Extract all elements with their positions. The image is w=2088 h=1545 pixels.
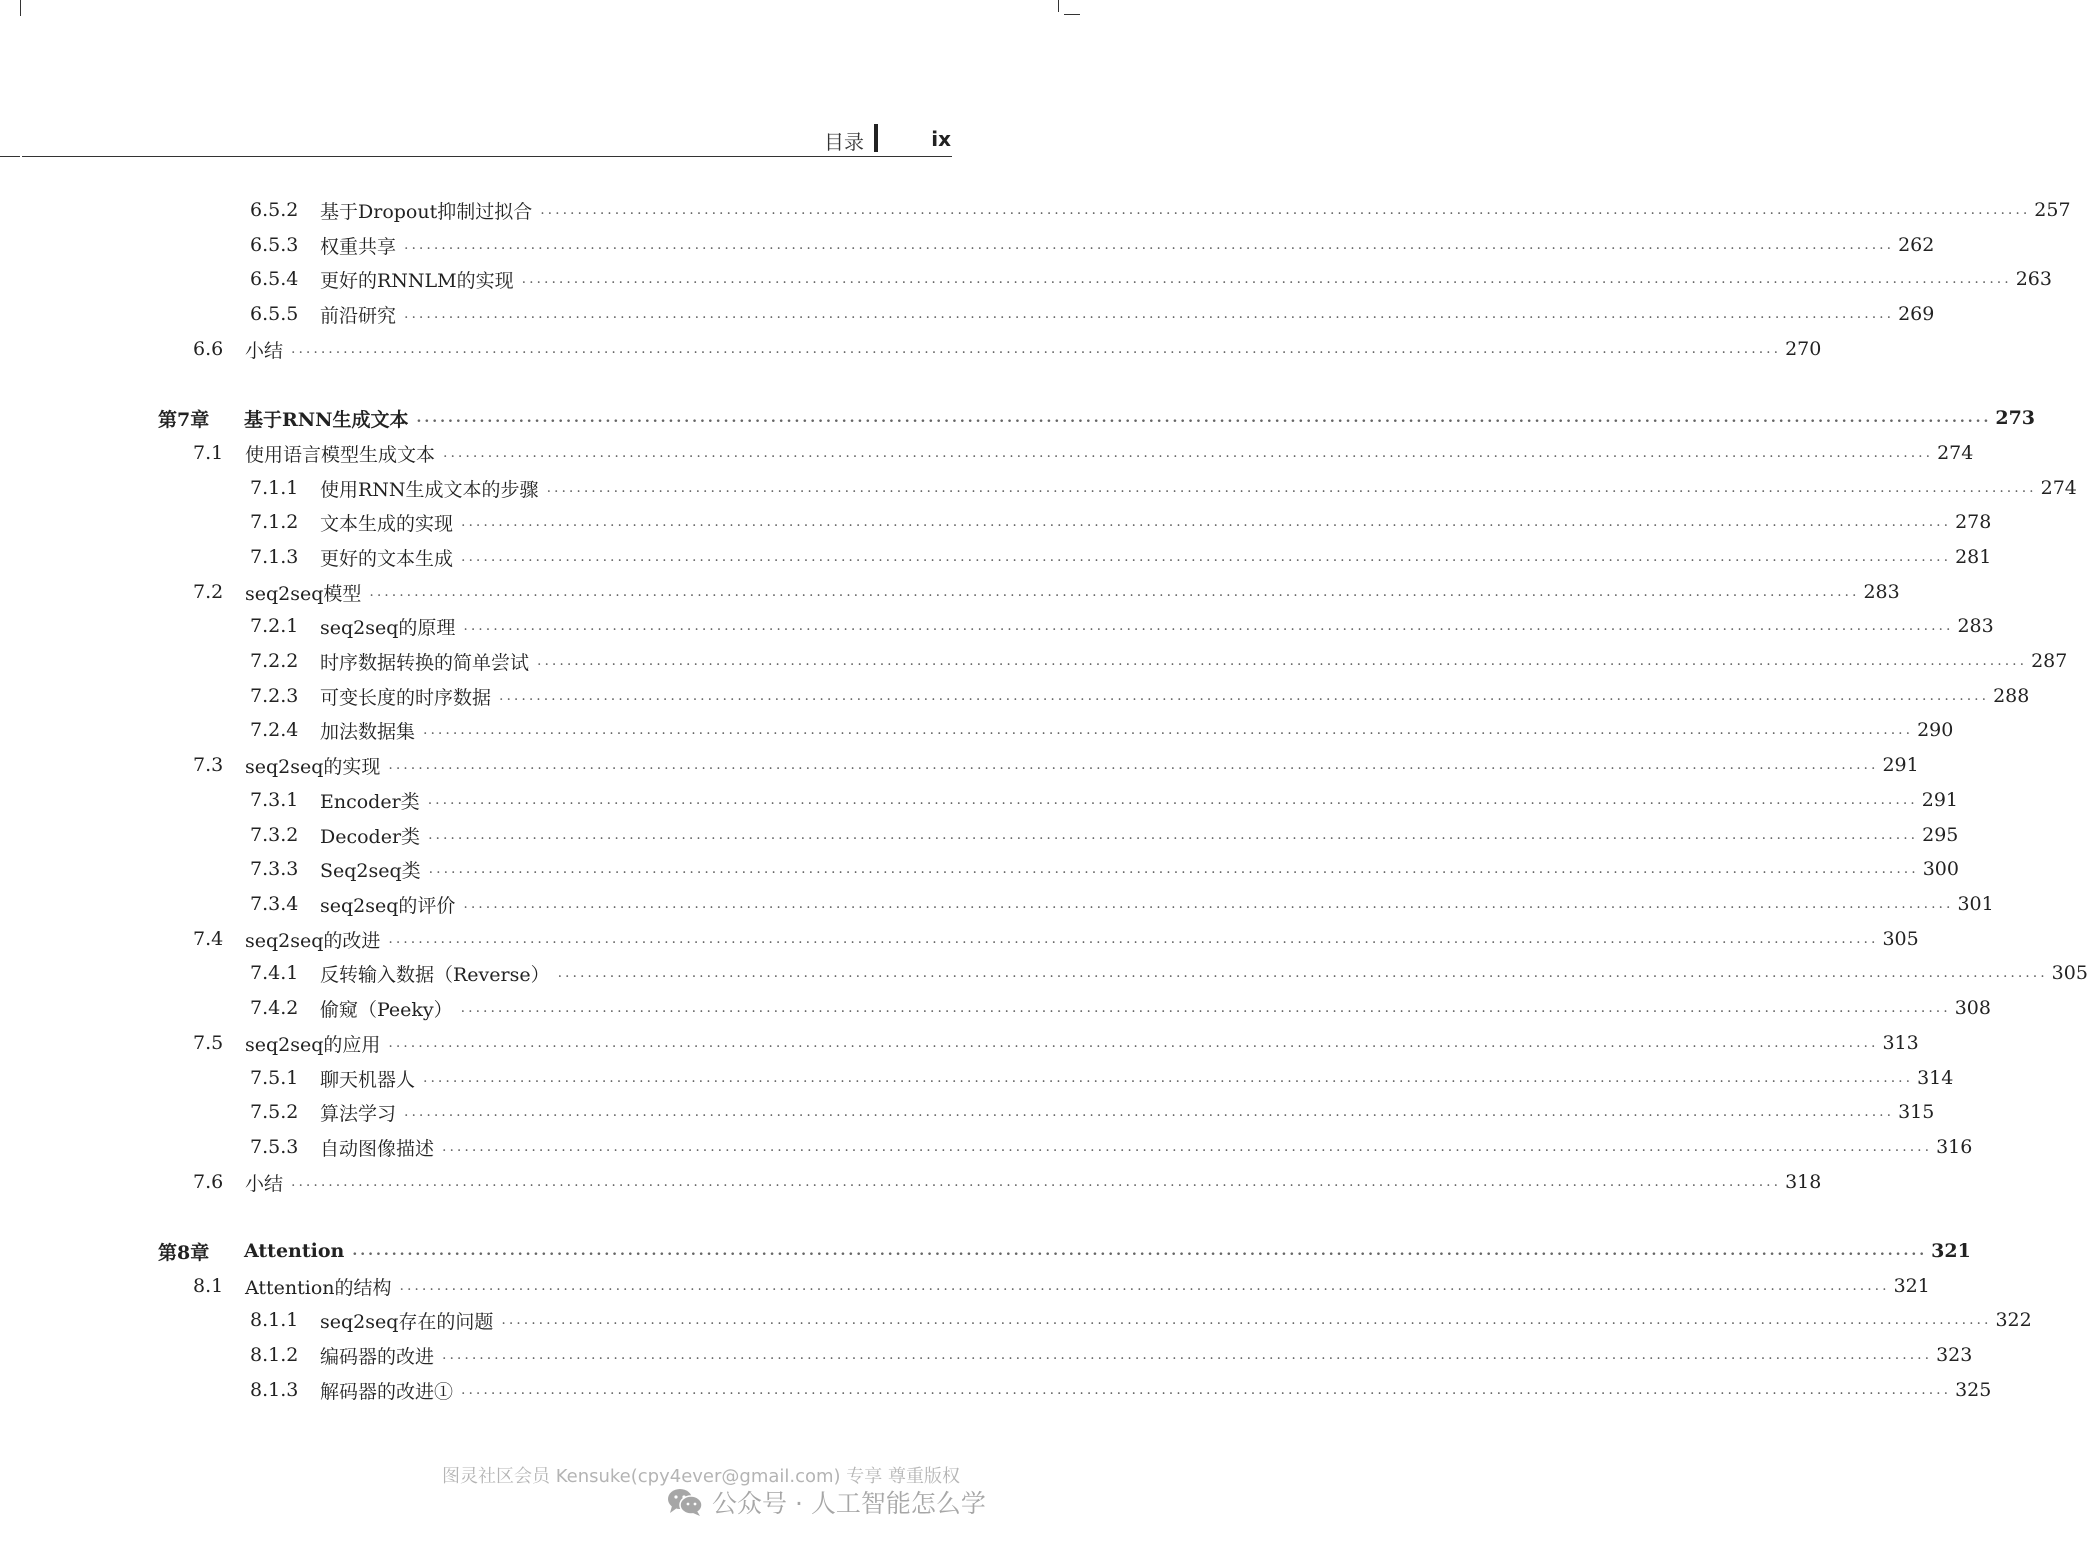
toc-entry-page: 281: [1955, 546, 1992, 568]
toc-entry-number: 7.3: [193, 754, 224, 776]
toc-entry-title: 基于RNN生成文本: [244, 408, 409, 431]
toc-entry-number: 7.2.2: [250, 650, 299, 672]
toc-entry-page: 283: [1863, 581, 1900, 603]
toc-entry-number: 7.4.2: [250, 997, 299, 1019]
toc-entry-page: 321: [1931, 1240, 1971, 1262]
crop-mark-top-right-h: [1064, 14, 1080, 15]
toc-subsection-entry: [250, 852, 1959, 886]
toc-entry-title: 权重共享: [320, 235, 397, 258]
toc-subsection-entry: [250, 1303, 2032, 1337]
toc-leader-dots: ........................................................................................................................................................................................................: [463, 618, 1954, 634]
toc-entry-number: 7.5.3: [250, 1136, 299, 1158]
toc-entry-title: Attention的结构: [245, 1276, 392, 1299]
toc-entry-number: 7.5.1: [250, 1067, 299, 1089]
toc-entry-number: 8.1.1: [250, 1309, 299, 1331]
wechat-account-mark: [666, 1482, 986, 1522]
header-divider-bar: [874, 124, 878, 152]
toc-leader-dots: ........................................................................................................................................................................................................: [442, 1347, 1933, 1363]
toc-entry-page: 257: [2034, 199, 2071, 221]
toc-entry-page: 316: [1936, 1136, 1973, 1158]
toc-section-entry: [193, 575, 1900, 609]
toc-entry-title: 更好的文本生成: [320, 547, 454, 570]
toc-subsection-entry: [250, 193, 2071, 227]
toc-entry-number: 7.3.4: [250, 893, 299, 915]
toc-leader-dots: ........................................................................................................................................................................................................: [399, 1278, 1890, 1294]
toc-entry-number: 8.1.3: [250, 1379, 299, 1401]
toc-entry-number: 7.2.4: [250, 719, 299, 741]
crop-mark-top-left: [20, 0, 21, 16]
toc-subsection-entry: [250, 1130, 1973, 1164]
toc-entry-page: 274: [2040, 477, 2077, 499]
page-header: [0, 118, 1080, 158]
toc-leader-dots: ........................................................................................................................................................................................................: [540, 202, 2031, 218]
toc-leader-dots: ........................................................................................................................................................................................................: [404, 237, 1895, 253]
toc-section-entry: [193, 922, 1919, 956]
toc-leader-dots: ........................................................................................................................................................................................................: [352, 1243, 1928, 1259]
toc-leader-dots: ........................................................................................................................................................................................................: [388, 931, 1879, 947]
toc-entry-page: 305: [2051, 962, 2088, 984]
toc-entry-number: 8.1.2: [250, 1344, 299, 1366]
toc-entry-title: 解码器的改进①: [320, 1380, 454, 1403]
toc-subsection-entry: [250, 1061, 1954, 1095]
toc-entry-number: 7.1: [193, 442, 224, 464]
toc-leader-dots: ........................................................................................................................................................................................................: [423, 722, 1914, 738]
toc-section-entry: [193, 1026, 1919, 1060]
toc-subsection-entry: [250, 1338, 1973, 1372]
toc-entry-title: Attention: [244, 1240, 345, 1262]
toc-entry-title: seq2seq的评价: [320, 894, 456, 917]
toc-leader-dots: ........................................................................................................................................................................................................: [404, 1104, 1895, 1120]
toc-entry-page: 287: [2031, 650, 2068, 672]
toc-entry-title: 自动图像描述: [320, 1137, 435, 1160]
toc-section-entry: [193, 436, 1974, 470]
toc-entry-page: 295: [1922, 824, 1959, 846]
toc-entry-number: 7.1.3: [250, 546, 299, 568]
toc-subsection-entry: [250, 471, 2077, 505]
toc-leader-dots: ........................................................................................................................................................................................................: [416, 410, 1992, 426]
toc-entry-number: 7.6: [193, 1171, 224, 1193]
toc-entry-title: seq2seq的原理: [320, 616, 456, 639]
toc-entry-number: 6.6: [193, 338, 224, 360]
toc-entry-number: 8.1: [193, 1275, 224, 1297]
toc-entry-page: 283: [1957, 615, 1994, 637]
wechat-icon: [666, 1487, 704, 1517]
toc-entry-title: 更好的RNNLM的实现: [320, 269, 514, 292]
toc-entry-page: 263: [2015, 268, 2052, 290]
toc-subsection-entry: [250, 1373, 1992, 1407]
toc-entry-number: 7.3.1: [250, 789, 299, 811]
toc-leader-dots: ........................................................................................................................................................................................................: [537, 653, 2028, 669]
toc-section-entry: [193, 748, 1919, 782]
toc-entry-page: 269: [1898, 303, 1935, 325]
toc-entry-number: 6.5.5: [250, 303, 299, 325]
copyright-watermark: 图灵社区会员 Kensuke(cpy4ever@gmail.com) 专享 尊重版权: [442, 1466, 961, 1487]
toc-entry-number: 7.4: [193, 928, 224, 950]
toc-leader-dots: ........................................................................................................................................................................................................: [404, 306, 1895, 322]
toc-entry-title: 时序数据转换的简单尝试: [320, 651, 530, 674]
toc-entry-number: 第8章: [158, 1241, 210, 1264]
toc-entry-page: 323: [1936, 1344, 1973, 1366]
toc-entry-page: 291: [1921, 789, 1958, 811]
toc-leader-dots: ........................................................................................................................................................................................................: [428, 861, 1919, 877]
toc-leader-dots: ........................................................................................................................................................................................................: [388, 757, 1879, 773]
toc-chapter-entry: [158, 1234, 1971, 1268]
toc-section-entry: [193, 1165, 1822, 1199]
toc-entry-page: 315: [1898, 1101, 1935, 1123]
toc-subsection-entry: [250, 991, 1991, 1025]
toc-entry-page: 291: [1882, 754, 1919, 776]
toc-entry-title: seq2seq的实现: [245, 755, 381, 778]
toc-entry-title: 加法数据集: [320, 720, 416, 743]
toc-entry-title: seq2seq存在的问题: [320, 1310, 494, 1333]
toc-entry-page: 273: [1995, 407, 2036, 429]
toc-entry-page: 288: [1993, 685, 2030, 707]
toc-entry-page: 313: [1882, 1032, 1919, 1054]
toc-subsection-entry: [250, 1095, 1935, 1129]
toc-leader-dots: ........................................................................................................................................................................................................: [521, 271, 2012, 287]
toc-entry-number: 7.3.2: [250, 824, 299, 846]
toc-leader-dots: ........................................................................................................................................................................................................: [443, 445, 1934, 461]
toc-entry-page: 322: [1995, 1309, 2032, 1331]
toc-entry-title: 小结: [245, 1172, 284, 1195]
toc-leader-dots: ........................................................................................................................................................................................................: [369, 584, 1860, 600]
toc-entry-title: Decoder类: [320, 825, 421, 848]
toc-leader-dots: ........................................................................................................................................................................................................: [428, 827, 1919, 843]
toc-subsection-entry: [250, 956, 2088, 990]
toc-entry-title: seq2seq模型: [245, 582, 362, 605]
toc-entry-number: 第7章: [158, 408, 210, 431]
toc-entry-page: 305: [1882, 928, 1919, 950]
toc-entry-title: 聊天机器人: [320, 1068, 416, 1091]
toc-entry-number: 7.3.3: [250, 858, 299, 880]
toc-subsection-entry: [250, 644, 2068, 678]
toc-subsection-entry: [250, 297, 1935, 331]
toc-entry-title: 偷窥（Peeky）: [320, 998, 453, 1021]
toc-entry-title: 使用语言模型生成文本: [245, 443, 436, 466]
toc-entry-page: 290: [1917, 719, 1954, 741]
toc-entry-title: 前沿研究: [320, 304, 397, 327]
toc-subsection-entry: [250, 887, 1994, 921]
toc-subsection-entry: [250, 818, 1959, 852]
toc-leader-dots: ........................................................................................................................................................................................................: [460, 1000, 1951, 1016]
header-rule: [22, 156, 952, 157]
toc-entry-page: 314: [1917, 1067, 1954, 1089]
toc-entry-title: 算法学习: [320, 1102, 397, 1125]
toc-entry-title: Seq2seq类: [320, 859, 421, 882]
toc-entry-page: 278: [1955, 511, 1992, 533]
toc-entry-page: 325: [1955, 1379, 1992, 1401]
toc-leader-dots: ........................................................................................................................................................................................................: [463, 896, 1954, 912]
toc-entry-number: 6.5.2: [250, 199, 299, 221]
toc-entry-title: 基于Dropout抑制过拟合: [320, 200, 533, 223]
toc-entry-title: 可变长度的时序数据: [320, 686, 492, 709]
toc-leader-dots: ........................................................................................................................................................................................................: [546, 480, 2037, 496]
toc-entry-title: 使用RNN生成文本的步骤: [320, 478, 539, 501]
toc-entry-title: 小结: [245, 339, 284, 362]
toc-entry-title: 文本生成的实现: [320, 512, 454, 535]
toc-entry-number: 7.4.1: [250, 962, 299, 984]
wechat-account-name: 公众号 · 人工智能怎么学: [712, 1489, 986, 1518]
toc-entry-page: 308: [1954, 997, 1991, 1019]
toc-entry-page: 300: [1922, 858, 1959, 880]
toc-entry-page: 262: [1898, 234, 1935, 256]
toc-entry-title: seq2seq的改进: [245, 929, 381, 952]
toc-entry-page: 270: [1785, 338, 1822, 360]
toc-leader-dots: ........................................................................................................................................................................................................: [461, 514, 1952, 530]
toc-subsection-entry: [250, 505, 1992, 539]
toc-leader-dots: ........................................................................................................................................................................................................: [427, 792, 1918, 808]
header-section-title: 目录: [824, 130, 864, 154]
toc-leader-dots: ........................................................................................................................................................................................................: [461, 549, 1952, 565]
toc-leader-dots: ........................................................................................................................................................................................................: [291, 341, 1782, 357]
toc-entry-page: 321: [1893, 1275, 1930, 1297]
toc-entry-page: 318: [1785, 1171, 1822, 1193]
toc-chapter-entry: [158, 401, 2036, 435]
toc-subsection-entry: [250, 228, 1935, 262]
crop-mark-top-right: [1058, 0, 1059, 12]
toc-entry-number: 7.2.1: [250, 615, 299, 637]
toc-entry-number: 7.1.1: [250, 477, 299, 499]
toc-entry-number: 6.5.3: [250, 234, 299, 256]
toc-entry-page: 274: [1937, 442, 1974, 464]
toc-leader-dots: ........................................................................................................................................................................................................: [423, 1070, 1914, 1086]
toc-entry-title: 编码器的改进: [320, 1345, 435, 1368]
toc-entry-number: 7.2.3: [250, 685, 299, 707]
toc-subsection-entry: [250, 679, 2030, 713]
toc-section-entry: [193, 1269, 1930, 1303]
toc-entry-number: 6.5.4: [250, 268, 299, 290]
toc-entry-page: 301: [1957, 893, 1994, 915]
toc-subsection-entry: [250, 783, 1958, 817]
toc-entry-number: 7.2: [193, 581, 224, 603]
toc-subsection-entry: [250, 609, 1994, 643]
toc-leader-dots: ........................................................................................................................................................................................................: [291, 1174, 1782, 1190]
toc-leader-dots: ........................................................................................................................................................................................................: [442, 1139, 1933, 1155]
toc-entry-title: 反转输入数据（Reverse）: [320, 963, 550, 986]
toc-leader-dots: ........................................................................................................................................................................................................: [501, 1312, 1992, 1328]
toc-leader-dots: ........................................................................................................................................................................................................: [499, 688, 1990, 704]
toc-leader-dots: ........................................................................................................................................................................................................: [557, 965, 2048, 981]
toc-subsection-entry: [250, 540, 1992, 574]
toc-entry-title: Encoder类: [320, 790, 420, 813]
toc-subsection-entry: [250, 713, 1954, 747]
toc-entry-title: seq2seq的应用: [245, 1033, 381, 1056]
header-page-number: ix: [931, 127, 951, 151]
toc-leader-dots: ........................................................................................................................................................................................................: [388, 1035, 1879, 1051]
toc-entry-number: 7.5.2: [250, 1101, 299, 1123]
toc-entry-number: 7.1.2: [250, 511, 299, 533]
toc-leader-dots: ........................................................................................................................................................................................................: [461, 1382, 1952, 1398]
toc-section-entry: [193, 332, 1822, 366]
toc-subsection-entry: [250, 262, 2052, 296]
toc-entry-number: 7.5: [193, 1032, 224, 1054]
